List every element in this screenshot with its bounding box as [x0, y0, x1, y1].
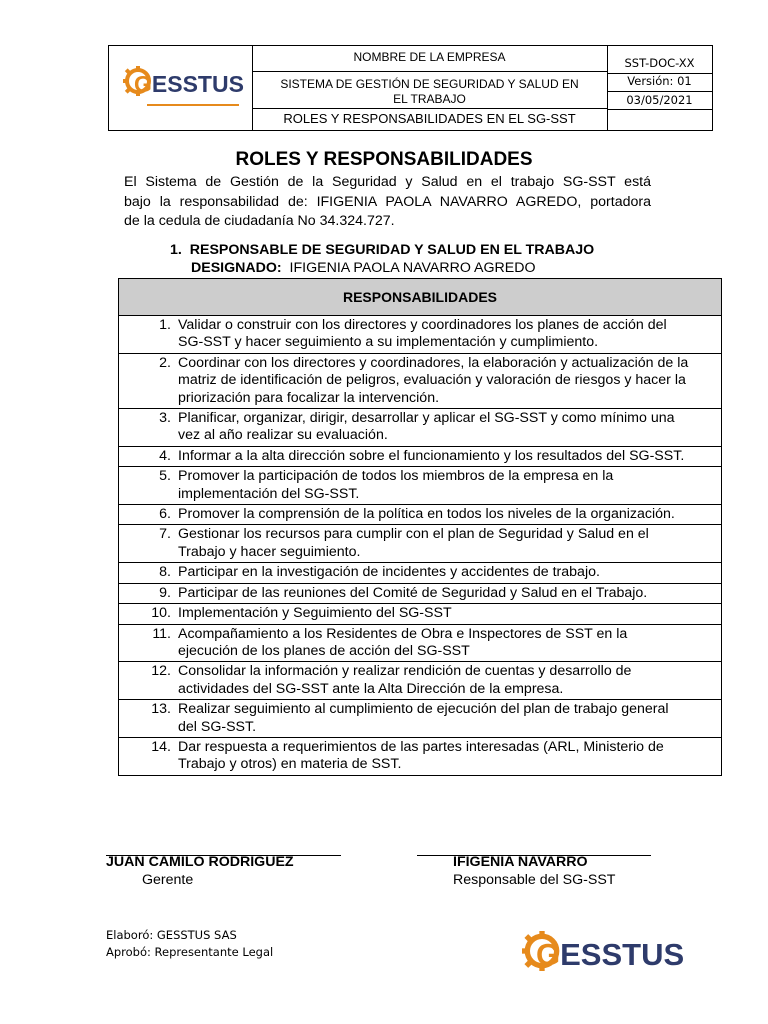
row-text-line: Participar de las reuniones del Comité de Seguridad y Salud en el Trabajo. — [178, 584, 648, 601]
row-text — [178, 317, 719, 352]
intro-line: bajo la responsabilidad de: IFIGENIA PAOLA NAVARRO AGREDO, portadora — [124, 193, 651, 210]
document-date: 03/05/2021 — [626, 93, 693, 107]
row-text-line: Informar a la alta dirección sobre el funcionamiento y los resultados del SG-SST. — [178, 447, 685, 464]
row-text-line: priorización para focalizar la intervención. — [178, 389, 440, 406]
table-row — [119, 447, 721, 467]
system-name-line1: SISTEMA DE GESTIÓN DE SEGURIDAD Y SALUD EN — [280, 77, 579, 91]
row-text-line: Dar respuesta a requerimientos de las partes interesadas (ARL, Ministerio de — [178, 738, 664, 755]
table-row — [119, 563, 721, 583]
row-text — [178, 506, 719, 523]
logo-letter-g: G — [536, 937, 561, 972]
row-text-line: SG-SST y hacer seguimiento a su implementación y cumplimiento. — [178, 334, 599, 351]
table-row — [119, 700, 721, 738]
signature-name-right: IFIGENIA NAVARRO — [453, 854, 588, 870]
intro-paragraph — [124, 173, 651, 232]
row-text-line: Consolidar la información y realizar rendición de cuentas y desarrollo de — [178, 663, 632, 680]
row-number: 10. — [151, 605, 171, 622]
row-text-line: Realizar seguimiento al cumplimiento de ejecución del plan de trabajo general — [178, 701, 669, 718]
row-text — [178, 410, 719, 445]
signature-role-right: Responsable del SG-SST — [453, 872, 616, 888]
header-logo-cell — [109, 46, 253, 130]
table-row — [119, 316, 721, 354]
section-heading-line1: RESPONSABLE DE SEGURIDAD Y SALUD EN EL TRABAJO — [189, 242, 595, 258]
system-name-line2: EL TRABAJO — [393, 92, 466, 106]
row-text-line: matriz de identificación de peligros, evaluación y valoración de riesgos y hacer la — [178, 372, 686, 389]
header-middle — [252, 46, 608, 130]
row-text — [178, 564, 719, 581]
header-right — [607, 46, 712, 130]
table-row — [119, 625, 721, 663]
row-number: 14. — [151, 738, 171, 755]
table-row — [119, 662, 721, 700]
row-number: 9. — [159, 584, 171, 601]
row-text-line: implementación del SG-SST. — [178, 485, 360, 502]
intro-line: El Sistema de Gestión de la Seguridad y Salud en el trabajo SG-SST está — [124, 174, 651, 190]
row-text-line: del SG-SST. — [178, 718, 257, 735]
document-version: Versión: 01 — [627, 74, 692, 88]
row-text — [178, 355, 719, 407]
table-row — [119, 584, 721, 604]
row-text — [178, 468, 719, 503]
footer-elaboro: Elaboró: GESSTUS SAS — [106, 928, 237, 942]
row-text — [178, 605, 719, 622]
row-text-line: Promover la comprensión de la política en todos los niveles de la organización. — [178, 506, 675, 523]
row-number: 11. — [152, 625, 171, 642]
signature-name-left: JUAN CAMILO RODRIGUEZ — [106, 854, 294, 870]
row-number: 6. — [159, 506, 171, 523]
row-text-line: vez al año realizar su evaluación. — [178, 427, 388, 444]
row-text — [178, 526, 719, 561]
row-text-line: Acompañamiento a los Residentes de Obra e Inspectores de SST en la — [178, 625, 628, 642]
row-number: 13. — [151, 701, 171, 718]
row-text-line: Trabajo y otros) en materia de SST. — [178, 756, 402, 773]
row-number: 8. — [159, 564, 171, 581]
row-text-line: ejecución de los planes de acción del SG-SST — [178, 642, 470, 659]
logo-underline — [147, 104, 239, 106]
row-number: 1. — [159, 317, 171, 333]
row-text-line: Planificar, organizar, dirigir, desarrollar y aplicar el SG-SST y como mínimo una — [178, 410, 675, 427]
row-number: 12. — [151, 663, 171, 680]
row-number: 4. — [159, 447, 171, 464]
document-title: ROLES Y RESPONSABILIDADES EN EL SG-SST — [283, 111, 576, 126]
row-text-line: Coordinar con los directores y coordinadores, la elaboración y actualización de la — [178, 354, 689, 371]
footer-gesstus-logo — [522, 927, 692, 987]
section-heading — [170, 241, 594, 277]
row-number: 7. — [159, 526, 171, 543]
row-text — [178, 701, 719, 736]
table-row — [119, 604, 721, 624]
responsible-name: IFIGENIA PAOLA NAVARRO AGREDO — [289, 260, 536, 276]
table-row — [119, 409, 721, 447]
row-number: 3. — [159, 410, 171, 427]
table-row — [119, 467, 721, 505]
row-text — [178, 663, 719, 698]
row-text-line: actividades del SG-SST ante la Alta Dirección de la empresa. — [178, 680, 564, 697]
logo-wordmark: ESSTUS — [560, 937, 685, 972]
page-title: ROLES Y RESPONSABILIDADES — [235, 149, 533, 170]
section-number: 1. — [170, 242, 182, 258]
row-text-line: Gestionar los recursos para cumplir con el plan de Seguridad y Salud en el — [178, 526, 649, 543]
row-text-line: Promover la participación de todos los miembros de la empresa en la — [178, 468, 614, 485]
system-name — [252, 77, 607, 107]
table-row — [119, 525, 721, 563]
company-name: NOMBRE DE LA EMPRESA — [353, 50, 506, 64]
row-text — [178, 448, 719, 465]
table-row — [119, 505, 721, 525]
section-label: DESIGNADO: — [191, 260, 282, 276]
footer-aprobo: Aprobó: Representante Legal — [106, 945, 274, 959]
intro-line: de la cedula de ciudadanía No 34.324.727. — [124, 213, 395, 229]
row-number: 2. — [159, 354, 171, 371]
responsibilities-table — [118, 278, 722, 776]
signature-role-left: Gerente — [142, 872, 194, 888]
row-text — [178, 585, 719, 602]
table-row — [119, 738, 721, 775]
table-row — [119, 354, 721, 409]
table-header: RESPONSABILIDADES — [119, 279, 721, 316]
row-text-line: Validar o construir con los directores y coordinadores los planes de acción del — [178, 317, 667, 333]
document-code: SST-DOC-XX — [624, 56, 695, 70]
document-header — [108, 45, 713, 131]
row-number: 5. — [159, 468, 171, 485]
table-body — [119, 316, 721, 775]
logo-wordmark: ESSTUS — [151, 71, 244, 97]
row-text-line: Trabajo y hacer seguimiento. — [178, 543, 361, 560]
row-text-line: Implementación y Seguimiento del SG-SST — [178, 605, 452, 622]
row-text — [178, 626, 719, 661]
row-text-line: Participar en la investigación de incidentes y accidentes de trabajo. — [178, 564, 600, 581]
row-text — [178, 739, 719, 774]
logo-letter-g: G — [134, 71, 152, 97]
